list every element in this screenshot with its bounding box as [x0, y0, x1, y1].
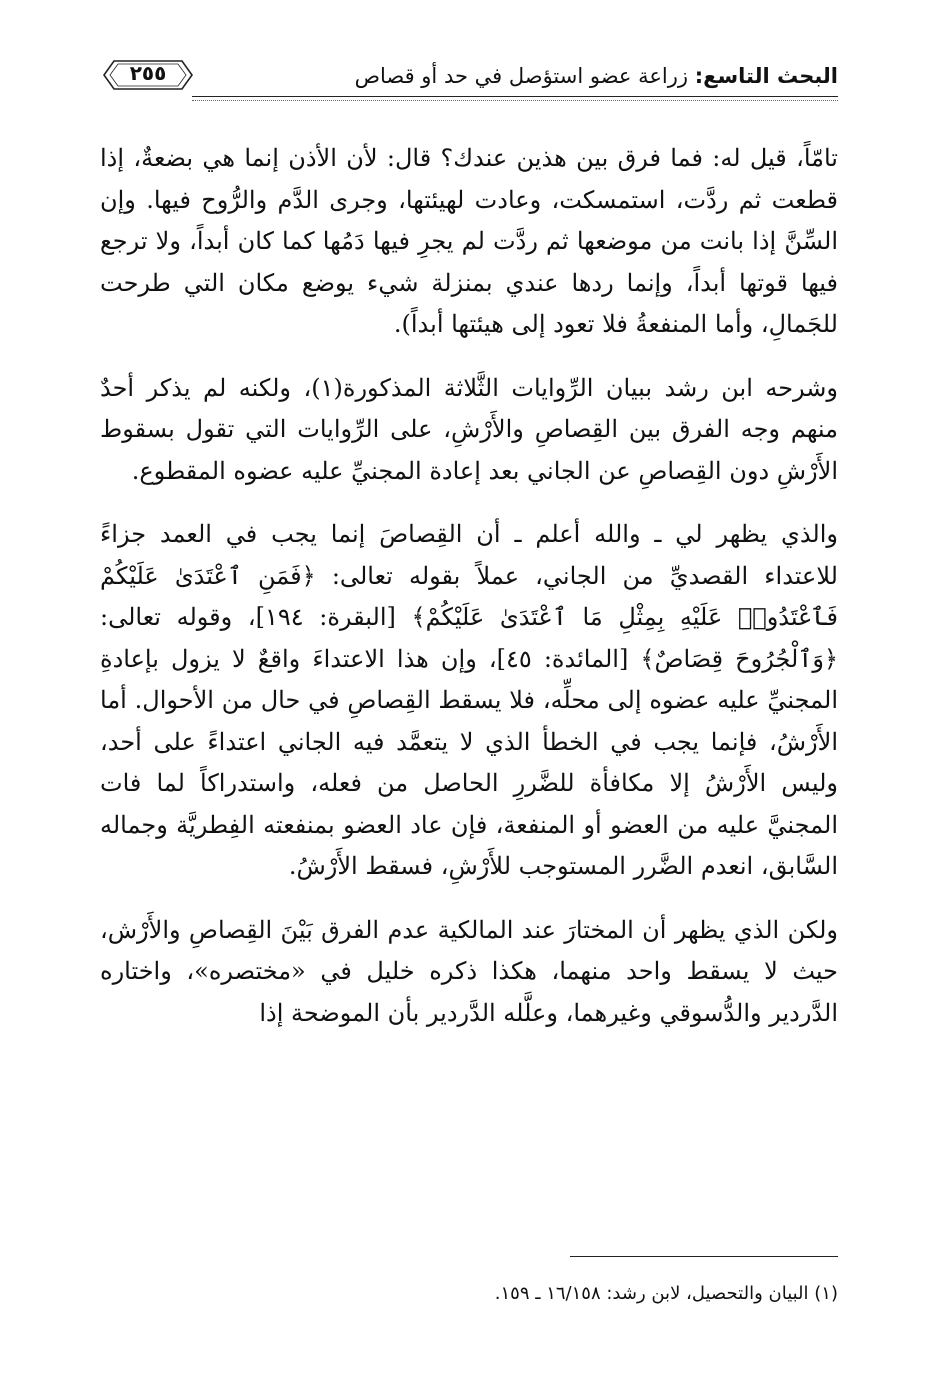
paragraph-2: وشرحه ابن رشد ببيان الرِّوايات الثَّلاثة المذكورة(١)، ولكنه لم يذكر أحدٌ منهم وجه الفرق بين القِصاصِ والأَرْشِ، على الرِّوايات التي تقول بسقوط الأَرْشِ دون القِصاصِ عن الجاني بعد إعادة المجنيِّ عليه عضوه المقطوع.: [100, 373, 838, 485]
paragraph-4: ولكن الذي يظهر أن المختارَ عند المالكية عدم الفرق بَيْنَ القِصاصِ والأَرْش، حيث لا يسقط واحد منهما، هكذا ذكره خليل في «مختصره»، واختاره الدَّردير والدُّسوقي وغيرهما، وعلَّله الدَّردير بأن الموضحة إذا: [100, 915, 839, 1027]
page-header: [100, 58, 838, 98]
footnotes: [100, 1280, 838, 1308]
page-number-frame: [100, 58, 196, 92]
footnote-separator: [570, 1256, 838, 1257]
paragraph-3: والذي يظهر لي ـ والله أعلم ـ أن القِصاصَ إنما يجب في العمد جزاءً للاعتداء القصديِّ من الجاني، عملاً بقوله تعالى: ﴿فَمَنِ ٱعْتَدَىٰ عَلَيْكُمْ فَٱعْتَدُوا۟ عَلَيْهِ بِمِثْلِ مَا ٱعْتَدَىٰ عَلَيْكُمْ﴾ [البقرة: ١٩٤]، وقوله تعالى: ﴿وَٱلْجُرُوحَ قِصَاصٌ﴾ [المائدة: ٤٥]، وإن هذا الاعتداءَ واقعٌ لا يزول بإعادةِ المجنيِّ عليه عضوه إلى محلِّه، فلا يسقط القِصاصِ في حال من الأحوال. أما الأَرْشُ، فإنما يجب في الخطأ الذي لا يتعمَّد فيه الجاني اعتداءً على أحد، وليس الأَرْشُ إلا مكافأة للضَّررِ الحاصل من فعله، واستدراكاً لما فات المجنيَّ عليه من العضو أو المنفعة، فإن عاد العضو بمنفعته الفِطريَّة وجماله السَّابق، انعدم الضَّرر المستوجب للأَرْشِ، فسقط الأَرْشُ.: [100, 520, 839, 880]
chapter-label: البحث التاسع:: [694, 64, 838, 88]
running-title: [355, 64, 838, 88]
footnote-1: (١) البيان والتحصيل، لابن رشد: ١٦/١٥٨ ـ ١٥٩.: [494, 1283, 838, 1304]
page-number: ٢٥٥: [129, 61, 167, 85]
header-rule: [192, 96, 838, 97]
paragraph-1: تامّاً، قيل له: فما فرق بين هذين عندك؟ قال: لأن الأذن إنما هي بضعةٌ، إذا قطعت ثم ردَّت، استمسكت، وعادت لهيئتها، وجرى الدَّم والرُّوح فيها. وإن السِّنَّ إذا بانت من موضعها ثم ردَّت لم يجرِ فيها دَمُها كما كان أبداً، ولا ترجع فيها قوتها أبداً، وإنما ردها عندي بمنزلة شيء يوضع مكان التي طرحت للجَمالِ، وأما المنفعةُ فلا تعود إلى هيئتها أبداً).: [100, 144, 838, 338]
header-rule-dotted: [192, 100, 838, 101]
chapter-title: زراعة عضو استؤصل في حد أو قصاص: [354, 64, 695, 88]
main-text: [100, 138, 838, 1056]
